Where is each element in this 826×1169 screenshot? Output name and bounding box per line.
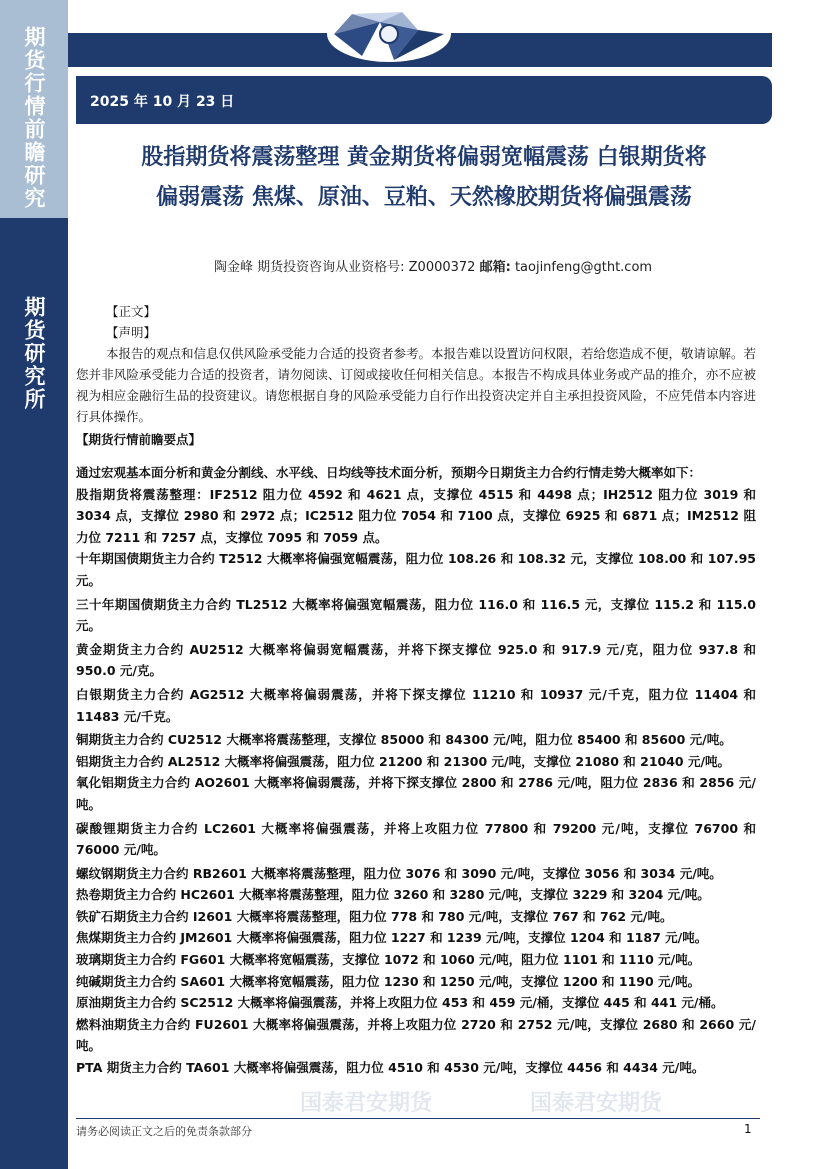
list-item: 股指期货将震荡整理：IF2512 阻力位 4592 和 4621 点，支撑位 4515 和 4498 点；IH2512 阻力位 3019 和 3034 点，支撑位 2980 和 2972 点；IC2512 阻力位 7054 和 7100 点，支撑位 6925 和 6871 点；IM2512 阻力位 7211 和 7257 点，支撑位 7095 和 7059 点。: [76, 486, 756, 545]
company-logo-icon: [322, 4, 456, 68]
list-item: 黄金期货主力合约 AU2512 大概率将偏弱宽幅震荡，并将下探支撑位 925.0 和 917.9 元/克，阻力位 937.8 和 950.0 元/克。: [76, 641, 756, 679]
list-item: 铝期货主力合约 AL2512 大概率将偏强震荡，阻力位 21200 和 21300 元/吨，支撑位 21080 和 21040 元/吨。: [76, 753, 731, 769]
list-item: 玻璃期货主力合约 FG601 大概率将宽幅震荡，支撑位 1072 和 1060 元/吨，阻力位 1101 和 1110 元/吨。: [76, 952, 701, 968]
list-item: 氧化铝期货主力合约 AO2601 大概率将偏弱震荡，并将下探支撑位 2800 和 2786 元/吨，阻力位 2836 和 2856 元/吨。: [76, 775, 756, 812]
list-item: 原油期货主力合约 SC2512 大概率将偏强震荡，并将上攻阻力位 453 和 459 元/桶，支撑位 445 和 441 元/桶。: [76, 995, 724, 1011]
list-item: 热卷期货主力合约 HC2601 大概率将震荡整理，阻力位 3260 和 3280 元/吨，支撑位 3229 和 3204 元/吨。: [76, 887, 710, 903]
list-item: 焦煤期货主力合约 JM2601 大概率将偏强震荡，阻力位 1227 和 1239 元/吨，支撑位 1204 和 1187 元/吨。: [76, 930, 708, 946]
report-date: 2025 年 10 月 23 日: [90, 94, 235, 110]
author-line: [214, 256, 652, 275]
date-banner: [76, 76, 772, 124]
author-email[interactable]: taojinfeng@gtht.com: [514, 260, 653, 275]
list-item: 三十年期国债期货主力合约 TL2512 大概率将偏强宽幅震荡，阻力位 116.0 和 116.5 元，支撑位 115.2 和 115.0 元。: [76, 596, 756, 634]
tag-main: 【正文】: [106, 304, 157, 319]
list-item: 铜期货主力合约 CU2512 大概率将震荡整理，支撑位 85000 和 84300 元/吨，阻力位 85400 和 85600 元/吨。: [76, 732, 732, 748]
sidebar-top-label: 期货行情前瞻研究: [22, 26, 46, 210]
title-line-1: 股指期货将震荡整理 黄金期货将偏弱宽幅震荡 白银期货将: [141, 145, 707, 170]
sidebar-bottom: [0, 218, 68, 1169]
body-section: [76, 301, 756, 450]
sidebar-top: [0, 0, 68, 218]
statement-paragraph: 本报告的观点和信息仅供风险承受能力合适的投资者参考。本报告难以设置访问权限，若给您造成不便，敬请谅解。若您并非风险承受能力合适的投资者，请勿阅读、订阅或接收任何相关信息。本报告不构成具体业务或产品的推介，亦不应被视为相应金融衍生品的投资建议。请您根据自身的风险承受能力自行作出投资决定并自主承担投资风险，不应凭借本内容进行具体操作。: [76, 346, 757, 424]
list-item: 碳酸锂期货主力合约 LC2601 大概率将偏强震荡，并将上攻阻力位 77800 和 79200 元/吨，支撑位 76700 和 76000 元/吨。: [76, 820, 756, 858]
report-title: [76, 138, 772, 218]
title-line-2: 偏弱震荡 焦煤、原油、豆粕、天然橡胶期货将偏强震荡: [156, 185, 692, 210]
list-item: 螺纹钢期货主力合约 RB2601 大概率将震荡整理，阻力位 3076 和 3090 元/吨，支撑位 3056 和 3034 元/吨。: [76, 865, 722, 881]
list-item: 铁矿石期货主力合约 I2601 大概率将震荡整理，阻力位 778 和 780 元/吨，支撑位 767 和 762 元/吨。: [76, 908, 673, 924]
list-item: 白银期货主力合约 AG2512 大概率将偏弱震荡，并将下探支撑位 11210 和 10937 元/千克，阻力位 11404 和 11483 元/千克。: [76, 686, 756, 724]
sidebar-bottom-label: 期货研究所: [22, 296, 46, 411]
forecast-list: [76, 462, 756, 1079]
list-item: 纯碱期货主力合约 SA601 大概率将宽幅震荡，阻力位 1230 和 1250 元/吨，支撑位 1200 和 1190 元/吨。: [76, 973, 701, 989]
watermark: 国泰君安期货: [300, 1091, 433, 1116]
forecast-intro: 通过宏观基本面分析和黄金分割线、水平线、日均线等技术面分析，预期今日期货主力合约行情走势大概率如下：: [76, 465, 702, 480]
list-item: 十年期国债期货主力合约 T2512 大概率将偏强宽幅震荡，阻力位 108.26 和 108.32 元，支撑位 108.00 和 107.95 元。: [76, 551, 756, 588]
list-item: PTA 期货主力合约 TA601 大概率将偏强震荡，阻力位 4510 和 4530 元/吨，支撑位 4456 和 4434 元/吨。: [76, 1060, 705, 1076]
email-label: 邮箱:: [479, 260, 511, 275]
footer-disclaimer: 请务必阅读正文之后的免责条款部分: [76, 1125, 252, 1138]
tag-statement: 【声明】: [106, 325, 157, 340]
footer-divider: [76, 1118, 760, 1119]
list-item: 燃料油期货主力合约 FU2601 大概率将偏强震荡，并将上攻阻力位 2720 和 2752 元/吨，支撑位 2680 和 2660 元/吨。: [76, 1016, 756, 1054]
page-number: 1: [744, 1122, 752, 1136]
author-name: 陶金峰 期货投资咨询从业资格号: Z0000372: [214, 260, 476, 275]
section-title: 【期货行情前瞻要点】: [76, 432, 202, 447]
watermark: 国泰君安期货: [530, 1091, 663, 1116]
